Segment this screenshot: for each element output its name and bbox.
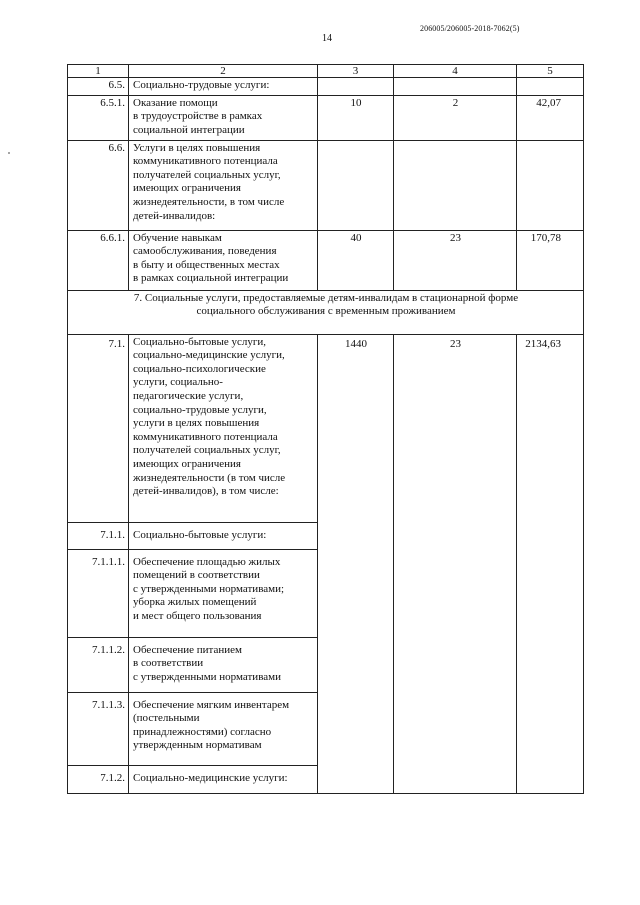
row-number: 7.1.1.1. — [68, 549, 129, 637]
column-header: 5 — [517, 65, 584, 78]
page-number: 14 — [322, 33, 332, 44]
cell-col3 — [318, 78, 394, 96]
cell-col5: 42,07 — [517, 95, 584, 140]
cell-col4: 23 — [394, 334, 517, 793]
service-name: Обеспечение мягким инвентарем (постельными принадлежностями) согласно утвержденным нормативам — [129, 692, 318, 765]
service-name: Социально-бытовые услуги: — [129, 522, 318, 549]
row-number: 7.1.2. — [68, 765, 129, 793]
cell-col5: 2134,63 — [517, 334, 584, 793]
cell-col3: 1440 — [318, 334, 394, 793]
section-row — [68, 290, 584, 334]
row-number: 6.5.1. — [68, 95, 129, 140]
cell-col5 — [517, 78, 584, 96]
scan-speck — [8, 152, 10, 154]
cell-col4 — [394, 140, 517, 230]
column-header: 1 — [68, 65, 129, 78]
service-name: Услуги в целях повышения коммуникативного потенциала получателей социальных услуг, имеющих ограничения жизнедеятельности, в том числе детей-инвалидов: — [129, 140, 318, 230]
service-name: Обеспечение питанием в соответствии с утвержденными нормативами — [129, 637, 318, 692]
service-name: Социально-трудовые услуги: — [129, 78, 318, 96]
row-number: 6.6. — [68, 140, 129, 230]
document-code: 206005/206005-2018-7062(5) — [420, 24, 520, 33]
services-table — [67, 64, 584, 794]
cell-col4: 23 — [394, 230, 517, 290]
row-number: 6.5. — [68, 78, 129, 96]
table-row — [68, 78, 584, 96]
cell-col4 — [394, 78, 517, 96]
service-name: Социально-бытовые услуги, социально-медицинские услуги, социально-психологические услуги, социально- педагогические услуги, социально-трудовые услуги, услуги в целях повышения коммуникативного потенциала получателей социальных услуг, имеющих ограничения жизнедеятельности (в том числе детей-инвалидов), в том числе: — [129, 334, 318, 522]
table-row — [68, 230, 584, 290]
cell-col3: 40 — [318, 230, 394, 290]
table-row — [68, 140, 584, 230]
service-name: Обеспечение площадью жилых помещений в соответствии с утвержденными нормативами; уборка жилых помещений и мест общего пользования — [129, 549, 318, 637]
cell-col3: 10 — [318, 95, 394, 140]
column-header: 2 — [129, 65, 318, 78]
service-name: Социально-медицинские услуги: — [129, 765, 318, 793]
cell-col5 — [517, 140, 584, 230]
column-header: 4 — [394, 65, 517, 78]
row-number: 7.1. — [68, 334, 129, 522]
row-number: 7.1.1.2. — [68, 637, 129, 692]
cell-col5: 170,78 — [517, 230, 584, 290]
row-number: 7.1.1.3. — [68, 692, 129, 765]
row-number: 7.1.1. — [68, 522, 129, 549]
cell-col3 — [318, 140, 394, 230]
section-heading: 7. Социальные услуги, предоставляемые детям-инвалидам в стационарной форме социального обслуживания с временным проживанием — [68, 290, 584, 334]
column-header: 3 — [318, 65, 394, 78]
table-row — [68, 95, 584, 140]
table-row — [68, 334, 584, 522]
column-numbers-row — [68, 65, 584, 78]
cell-col4: 2 — [394, 95, 517, 140]
row-number: 6.6.1. — [68, 230, 129, 290]
service-name: Обучение навыкам самообслуживания, поведения в быту и общественных местах в рамках социальной интеграции — [129, 230, 318, 290]
service-name: Оказание помощи в трудоустройстве в рамках социальной интеграции — [129, 95, 318, 140]
